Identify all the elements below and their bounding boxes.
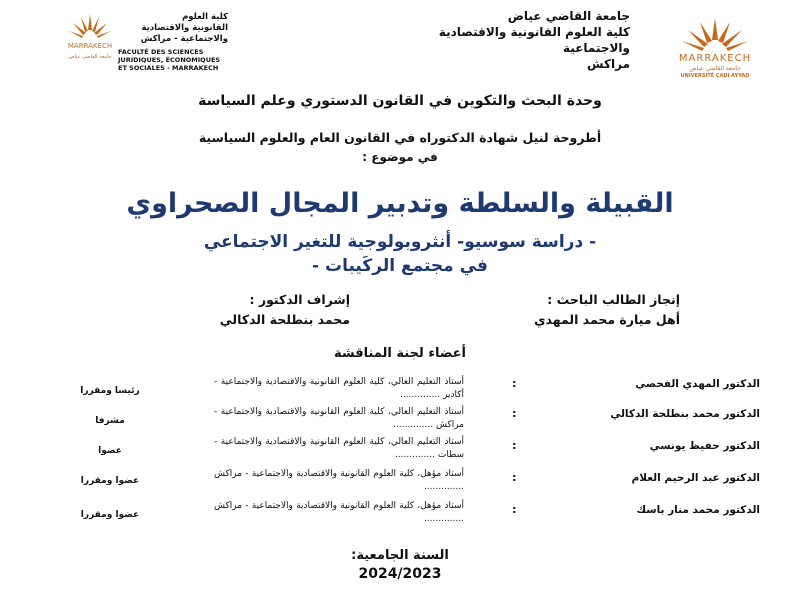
member-name: الدكتور محمد منار باسك bbox=[636, 504, 760, 516]
thesis-title: القبيلة والسلطة وتدبير المجال الصحراوي bbox=[126, 188, 674, 219]
faculty-name-french bbox=[118, 48, 228, 72]
thesis-subtitle-line-1: - دراسة سوسيو- أنثروبولوجية للتغير الاجتماعي bbox=[203, 232, 597, 252]
university-logo-right bbox=[660, 14, 760, 79]
university-header bbox=[390, 8, 630, 72]
faculty-ar-line-3: والاجتماعية - مراكش bbox=[140, 34, 228, 44]
student-name: أهل ميارة محمد المهدي bbox=[534, 312, 680, 327]
member-description: أستاذ التعليم العالي، كلية العلوم القانونية والاقتصادية والاجتماعية - أكادير .............. bbox=[214, 377, 464, 400]
member-description: أستاذ مؤهل، كلية العلوم القانونية والاقتصادية والاجتماعية - مراكش .............. bbox=[214, 469, 464, 492]
university-line-3: مراكش bbox=[587, 57, 630, 71]
member-name: الدكتور محمد بنطلحة الدكالي bbox=[610, 408, 760, 420]
logo-right-tagline: جامعة القاضي عياض bbox=[689, 65, 741, 72]
member-role: عضوا ومقررا bbox=[80, 476, 140, 486]
faculty-ar-line-1: كلية العلوم bbox=[182, 12, 228, 22]
member-colon: : bbox=[512, 377, 517, 390]
thesis-label: أطروحة لنيل شهادة الدكتوراه في القانون العام والعلوم السياسية bbox=[198, 130, 602, 145]
member-colon: : bbox=[512, 439, 517, 452]
student-label: إنجاز الطالب الباحث : bbox=[547, 292, 680, 307]
supervisor-name: محمد بنطلحة الدكالي bbox=[219, 312, 350, 327]
academic-year: 2024/2023 bbox=[358, 566, 442, 582]
academic-year-label: السنة الجامعية: bbox=[351, 548, 449, 563]
supervisor-label: إشراف الدكتور : bbox=[249, 292, 350, 307]
logo-left-caption: جامعة القاضي عياض bbox=[68, 54, 112, 60]
member-name: الدكتور عبد الرحيم العلام bbox=[631, 472, 760, 484]
member-colon: : bbox=[512, 407, 517, 420]
logo-right-brand: MARRAKECH bbox=[678, 53, 752, 64]
university-line-2: كلية العلوم القانونية والاقتصادية والاجتماعية bbox=[438, 25, 630, 55]
logo-left-brand: MARRAKECH bbox=[67, 42, 113, 50]
research-unit: وحدة البحث والتكوين في القانون الدستوري وعلم السياسة bbox=[198, 93, 602, 109]
thesis-subtitle-line-2: في مجتمع الركَيبات - bbox=[312, 256, 488, 276]
member-description: أستاذ التعليم العالي، كلية العلوم القانونية والاقتصادية والاجتماعية - سطات .............. bbox=[214, 437, 464, 460]
faculty-logo-left bbox=[60, 12, 120, 72]
faculty-fr-line-3: ET SOCIALES - MARRAKECH bbox=[118, 64, 219, 72]
topic-label: في موضوع : bbox=[362, 150, 438, 164]
faculty-fr-line-1: FACULTÉ DES SCIENCES bbox=[118, 48, 204, 56]
member-description: أستاذ مؤهل، كلية العلوم القانونية والاقتصادية والاجتماعية - مراكش .............. bbox=[214, 501, 464, 524]
member-name: الدكتور حفيظ يونسي bbox=[649, 440, 760, 452]
member-role: عضوا ومقررا bbox=[80, 510, 140, 520]
member-colon: : bbox=[512, 471, 517, 484]
committee-heading: أعضاء لجنة المناقشة bbox=[333, 346, 467, 361]
faculty-ar-line-2: القانونية والاقتصادية bbox=[141, 23, 228, 33]
member-name: الدكتور المهدي الفحصي bbox=[635, 378, 760, 390]
university-line-1: جامعة القاضي عياض bbox=[507, 9, 630, 23]
faculty-name-arabic bbox=[118, 12, 228, 45]
member-role: رئيسا ومقررا bbox=[80, 386, 140, 396]
faculty-fr-line-2: JURIDIQUES, ÉCONOMIQUES bbox=[118, 56, 221, 64]
logo-right-tagline-fr: UNIVERSITÉ CADI AYYAD bbox=[680, 73, 750, 79]
member-colon: : bbox=[512, 503, 517, 516]
member-description: أستاذ التعليم العالي، كلية العلوم القانونية والاقتصادية والاجتماعية - مراكش .............. bbox=[214, 407, 464, 430]
member-role: مشرفا bbox=[95, 416, 125, 426]
member-role: عضوا bbox=[98, 446, 122, 456]
